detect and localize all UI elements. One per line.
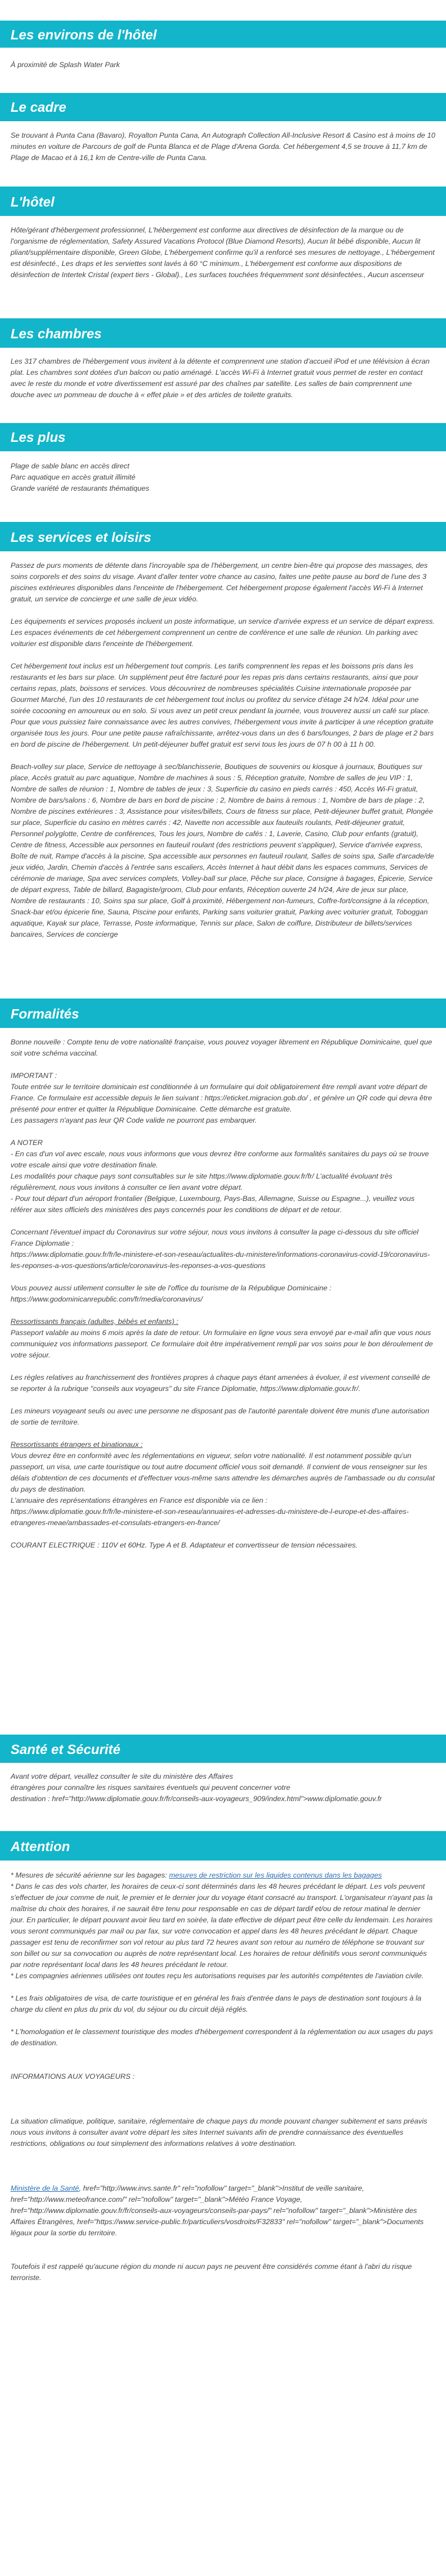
section-title-formalites: Formalités (11, 1006, 79, 1021)
section-header-attention (0, 1831, 446, 1861)
section-header-services (0, 522, 446, 551)
list-item: Plage de sable blanc en accès direct (11, 462, 129, 470)
subheading: Ressortissants étrangers et binationaux : (11, 1440, 143, 1449)
paragraph: Les passagers n'ayant pas leur QR Code valide ne pourront pas embarquer. (11, 1116, 257, 1124)
paragraph: Cet hébergement tout inclus est un hébergement tout compris. Les tarifs comprennent les repas et les boissons pris dans les restaurants et les bars sur place. Un supplément peut être facturé pour les repas pris dans certains restaurants, ainsi que pour certains repas, plats, boissons et services. Vous découvrirez de nombreuses spécialités Cuisine internationale proposée par Gourmet Marché, l'un des 10 restaurants de cet hébergement tout inclus ou profitez du service d'étage 24 h/24. Idéal pour une soirée cocooning en amoureux ou en solo. Si vous avez un petit creux pendant la journée, vous trouverez aussi un café sur place. Pour que vous puissiez faire connaissance avec les autres convives, l'hébergement vous invite à participer à une réception gratuite organisée tous les jours. Pour une petite pause rafraîchissante, arrêtez-vous dans un des 6 bars/lounges, 2 bars de plage et 2 bars en bord de piscine de l'hébergement. Un petit-déjeuner buffet gratuit est servi tous les jours de 07 h 00 à 11 h 00. (11, 662, 434, 748)
section-title-cadre: Le cadre (11, 99, 66, 115)
section-body-cadre (11, 130, 435, 164)
section-title-chambres: Les chambres (11, 326, 102, 341)
section-body-sante (11, 1771, 435, 1805)
paragraph: étrangères pour connaître les risques sanitaires éventuels qui peuvent concerner votre (11, 1783, 291, 1792)
section-title-plus: Les plus (11, 430, 66, 445)
section-title-services: Les services et loisirs (11, 530, 152, 545)
paragraph: Toutefois il est rappelé qu'aucune région du monde ni aucun pays ne peuvent être considérés comme étant à l'abri du risque terroriste. (11, 2262, 412, 2282)
text-line: Hôte/gérant d'hébergement professionnel, L'hébergement est conforme aux directives de désinfection de la marque ou de l'organisme de réglementation, Safety Assured Vacations Protocol (Blue Diamond Resorts), Aucun lit bébé disponible, Aucun lit pliant/supplémentaire disponible, Green Globe, L'hébergement confirme qu'il a renforcé ses mesures de nettoyage., L'hébergement est désinfecté., Les draps et les serviettes sont lavés à 60 °C minimum., L'hébergement est conforme aux dispositions de désinfection de Intertek Cristal (expert tiers - Global)., Les surfaces touchées fréquemment sont désinfectées., Aucun ascenseur (11, 226, 435, 279)
paragraph: A NOTER (11, 1139, 43, 1147)
paragraph: Toute entrée sur le territoire dominicain est conditionnée à un formulaire qui doit obligatoirement être rempli avant votre départ de France. Ce formulaire est accessible depuis le lien suivant : https://eticket.migracion.gob.do/ , et génère un QR code qui devra être présenté pour entrer et quitter la République Dominicaine. Cette démarche est gratuite. (11, 1083, 432, 1113)
text-line: Les 317 chambres de l'hébergement vous invitent à la détente et comprennent une station d'accueil iPod et une télévision à écran plat. Les chambres sont dotées d'un balcon ou patio aménagé. L'accès Wi-Fi à Internet gratuit vous permet de rester en contact avec le reste du monde et votre divertissement est assuré par des chaînes par satellite. Les salles de bain comprennent une douche avec un pommeau de douche à « effet pluie » et des articles de toilette gratuits. (11, 357, 430, 399)
paragraph: nous vous invitons à consulter avant votre départ les sites Internet suivants afin de prendre connaissance des éventuelles restrictions, obligations ou tout simplement des informations relatives à votre destination. (11, 2128, 404, 2148)
paragraph: Passeport valable au moins 6 mois après la date de retour. Un formulaire en ligne vous sera envoyé par e-mail afin que vous nous communiquiez vos informations passeport. Ce formulaire doit être impérativement rempli par vos soins pour le bon déroulement de votre séjour. (11, 1329, 433, 1359)
section-body-attention (11, 1870, 435, 2284)
section-body-environs (11, 59, 435, 71)
paragraph: Les modalités pour chaque pays sont consultables sur le site https://www.diplomatie.gouv.fr/fr/ L'actualité évoluant très régulièrement, nous vous invitons à consulter ce lien avant votre départ. (11, 1172, 392, 1192)
section-header-formalites (0, 999, 446, 1028)
paragraph (11, 2183, 435, 2239)
paragraph: Les règles relatives au franchissement des frontières propres à chaque pays étant amenées à évoluer, il est vivement conseillé de se reporter à la rubrique "conseils aux voyageurs" du site France Diplomatie, https://www.diplomatie.gouv.fr/. (11, 1373, 430, 1393)
section-body-plus (11, 461, 435, 494)
section-header-chambres (0, 318, 446, 348)
paragraph: * Dans le cas des vols charter, les horaires de ceux-ci sont déterminés dans les 48 heures précédant le départ. Les vols peuvent s'effectuer de jour comme de nuit, le premier et le dernier jour du voyage étant consacré au transport. L'organisateur n'ayant pas la maîtrise du choix des horaires, il ne saurait être tenu pour responsable en cas de départ tardif et/ou de retour matinal le dernier jour. En particulier, le départ pouvant avoir lieu tard en soirée, la date effective de départ peut être celle du lendemain. Les horaires vous seront communiqués par mail ou par fax, sur votre convocation et appel dans les 48 heures précédant le départ. Chaque passager est tenu de reconfirmer son vol retour au plus tard 72 heures avant son retour au numéro de téléphone se trouvant sur son billet ou sur sa convocation ou auprès de notre représentant local. Les horaires de retour définitifs vous seront communiqués par notre représentant local dans les 48 heures précédant le retour. (11, 1882, 433, 1969)
paragraph: * L'homologation et le classement touristique des modes d'hébergement correspondent à la réglementation ou aux usages du pays de destination. (11, 2028, 433, 2047)
section-header-cadre (0, 93, 446, 121)
paragraph: Les équipements et services proposés incluent un poste informatique, un service d'arrivée express et un service de départ express. Les espaces événements de cet hébergement comprennent un centre de conférence et une salle de réunion. Un parking avec voiturier est disponible dans l'enceinte de l'hébergement. (11, 617, 435, 648)
paragraph: Bonne nouvelle : Compte tenu de votre nationalité française, vous pouvez voyager librement en République Dominicaine, quel que soit votre schéma vaccinal. (11, 1038, 432, 1057)
section-title-attention: Attention (11, 1839, 70, 1854)
section-body-formalites (11, 1037, 435, 1551)
section-header-plus (0, 423, 446, 451)
paragraph: Vous devrez être en conformité avec les réglementations en vigueur, selon votre nationalité. Il est notamment possible qu'un passeport, un visa, une carte touristique ou tout autre document officiel vous soit demandé. Il convient de vous renseigner sur les délais d'obtention de ces documents et d'effectuer vous-même sans attendre les démarches auprès de l'ambassade ou du consulat du pays de destination. (11, 1452, 435, 1493)
section-title-sante: Santé et Sécurité (11, 1742, 121, 1757)
section-header-hotel (0, 187, 446, 216)
paragraph: destination : href="http://www.diplomatie.gouv.fr/fr/conseils-aux-voyageurs_909/index.html">www.diplomatie.gouv.fr (11, 1795, 382, 1803)
list-item: Parc aquatique en accès gratuit illimité (11, 473, 136, 481)
liquids-restriction-link[interactable]: mesures de restriction sur les liquides contenus dans les bagages (169, 1871, 382, 1879)
text-line: Se trouvant à Punta Cana (Bavaro), Royalton Punta Cana, An Autograph Collection All-Inclusive Resort & Casino est à moins de 10 minutes en voiture de Parcours de golf de Punta Blanca et de Plage d'Arena Gorda. Cet hébergement 4,5 se trouve à 11,7 km de Plage de Macao et à 16,1 km de Centre-ville de Punta Cana. (11, 131, 435, 162)
section-title-environs: Les environs de l'hôtel (11, 27, 157, 42)
section-header-sante (0, 1735, 446, 1763)
paragraph: Avant votre départ, veuillez consulter le site du ministère des Affaires (11, 1772, 234, 1780)
section-title-hotel: L'hôtel (11, 194, 55, 209)
section-header-environs (0, 21, 446, 48)
paragraph: Les mineurs voyageant seuls ou avec une personne ne disposant pas de l'autorité parentale doivent être munis d'une autorisation de sortie de territoire. (11, 1407, 430, 1426)
link-text[interactable]: https://www.diplomatie.gouv.fr/fr/le-ministere-et-son-reseau/annuaires-et-adresses-du-ministere-de-l-europe-et-des-affaires-etrangeres-meae/ambassades-et-consulats-etrangers-en-france/ (11, 1507, 409, 1527)
paragraph: Vous pouvez aussi utilement consulter le site de l'office du tourisme de la République Dominicaine : (11, 1284, 332, 1292)
text: , href="http://www.invs.sante.fr" rel="nofollow" target="_blank">Institut de veille sanitaire, href="http://www.meteofrance.com/" rel="nofollow" target="_blank">Météo France Voyage, href="http://www.diplomatie.gouv.fr/fr/conseils-aux-voyageurs/conseils-par-pays/" rel="nofollow" target="_blank">Ministère des Affaires Étrangères, href="https://www.service-public.fr/particuliers/vosdroits/F32833" rel="nofollow" target="_blank">Documents légaux pour la sortie du territoire. (11, 2184, 424, 2237)
paragraph: La situation climatique, politique, sanitaire, réglementaire de chaque pays du monde pouvant changer subitement et sans préavis (11, 2117, 428, 2125)
ministere-sante-link[interactable]: Ministère de la Santé (11, 2184, 79, 2192)
section-body-hotel (11, 225, 435, 281)
paragraph: IMPORTANT : (11, 1071, 57, 1080)
paragraph: L'annuaire des représentations étrangères en France est disponible via ce lien : (11, 1496, 268, 1505)
paragraph: - En cas d'un vol avec escale, nous vous informons que vous devrez être conforme aux formalités sanitaires du pays où se trouve votre escale ainsi que votre destination finale. (11, 1150, 430, 1169)
paragraph: * Les compagnies aériennes utilisées ont toutes reçu les autorisations requises par les autorités compétentes de l'aviation civile. (11, 1972, 424, 1980)
link-text[interactable]: https://www.godominicanrepublic.com/fr/media/coronavirus/ (11, 1295, 203, 1303)
paragraph: Concernant l'éventuel impact du Coronavirus sur votre séjour, nous vous invitons à consulter la page ci-dessous du site officiel France Diplomatie : (11, 1228, 419, 1247)
text-line: À proximité de Splash Water Park (11, 61, 120, 69)
section-body-chambres (11, 356, 435, 401)
paragraph (11, 1870, 435, 1881)
paragraph: * Les frais obligatoires de visa, de carte touristique et en général les frais d'entrée dans le pays de destination sont toujours à la charge du client en plus du prix du vol, du séjour ou du circuit déjà réglés. (11, 1994, 422, 2013)
paragraph: Beach-volley sur place, Service de nettoyage à sec/blanchisserie, Boutiques de souvenirs ou kiosque à journaux, Boutiques sur place, Accès gratuit au parc aquatique, Nombre de machines à sous : 5, Réception gratuite, Nombre de salles de jeu VIP : 1, Nombre de salles de réunion : 1, Nombre de tables de jeux : 3, Superficie du casino en pieds carrés : 450, Accès Wi-Fi gratuit, Nombre de bars/salons : 6, Nombre de bars en bord de piscine : 2, Nombre de bains à remous : 1, Nombre de bars de plage : 2, Nombre de piscines extérieures : 3, Assistance pour visites/billets, Cours de fitness sur place, Petit-déjeuner buffet gratuit, Plongée sur place, Superficie du casino en mètres carrés : 42, Navette non accessible aux fauteuils roulants, Petit-déjeuner gratuit, Personnel polyglotte, Centre de conférences, Tous les jours, Nombre de cafés : 1, Laverie, Casino, Club pour enfants (gratuit), Centre de fitness, Accessible aux personnes en fauteuil roulant (des restrictions peuvent s'appliquer), Service d'arrivée express, Boîte de nuit, Rampe d'accès à la piscine, Spa accessible aux personnes en fauteuil roulant, Salles de soins spa, Salle d'arcade/de jeux vidéo, Jardin, Chemin d'accès à l'entrée sans escaliers, Accès Internet à haut débit dans les espaces communs, Services de cérémonie de mariage, Spa avec services complets, Volley-ball sur place, Pêche sur place, Consigne à bagages, Épicerie, Service de départ express, Table de billard, Bagagiste/groom, Club pour enfants, Réception ouverte 24 h/24, Aire de jeux sur place, Nombre de restaurants : 10, Soins spa sur place, Golf à proximité, Hébergement non-fumeurs, Coffre-fort/consigne à la réception, Snack-bar et/ou épicerie fine, Sauna, Piscine pour enfants, Parking sans voiturier gratuit, Parking avec voiturier gratuit, Toboggan aquatique, Kayak sur place, Terrasse, Poste informatique, Tennis sur place, Salon de coiffure, Distributeur de billets/services bancaires, Services de concierge (11, 763, 434, 938)
paragraph: - Pour tout départ d'un aéroport frontalier (Belgique, Luxembourg, Pays-Bas, Allemagne, Suisse ou Espagne...), veuillez vous référer aux sites officiels des ministères des pays concernés pour les conditions de départ et de retour. (11, 1194, 415, 1214)
list-item: Grande variété de restaurants thématiques (11, 484, 149, 492)
section-body-services (11, 560, 435, 940)
paragraph: INFORMATIONS AUX VOYAGEURS : (11, 2072, 135, 2081)
text: * Mesures de sécurité aérienne sur les bagages: (11, 1871, 169, 1879)
subheading: Ressortissants français (adultes, bébés et enfants) : (11, 1317, 179, 1326)
paragraph: Passez de purs moments de détente dans l'incroyable spa de l'hébergement, un centre bien-être qui propose des massages, des soins corporels et des soins du visage. Avant d'aller tenter votre chance au casino, faites une petite pause au bord de l'une des 3 piscines extérieures disponibles dans l'enceinte de l'hébergement. Cet hébergement propose également l'accès Wi-Fi à Internet gratuit, un service de concierge et une salle de jeux vidéo. (11, 561, 428, 603)
paragraph: COURANT ELECTRIQUE : 110V et 60Hz. Type A et B. Adaptateur et convertisseur de tension nécessaires. (11, 1541, 358, 1549)
link-text[interactable]: https://www.diplomatie.gouv.fr/fr/le-ministere-et-son-reseau/actualites-du-ministere/informations-coronavirus-covid-19/coronavirus-les-reponses-a-vos-questions/article/coronavirus-les-reponses-a-vos-questions (11, 1250, 430, 1270)
